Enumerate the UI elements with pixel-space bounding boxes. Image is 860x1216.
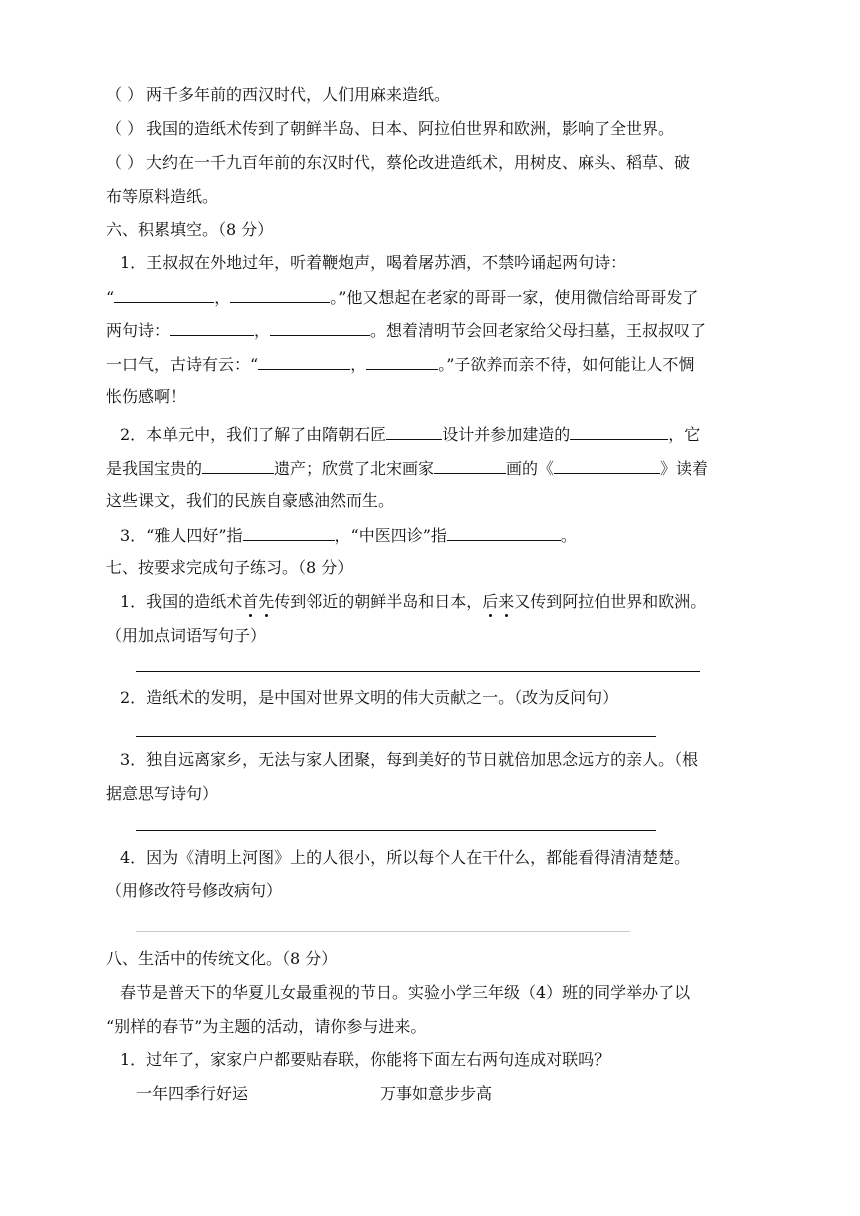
fill-blank[interactable]: [554, 458, 660, 474]
fill-blank[interactable]: [114, 287, 214, 303]
q6-1-line2-text: 。”他又想起在老家的哥哥一家，使用微信给哥哥发了: [330, 288, 699, 307]
answer-line[interactable]: [136, 931, 630, 932]
fill-blank[interactable]: [258, 354, 350, 370]
order-item-text: 我国的造纸术传到了朝鲜半岛、日本、阿拉伯世界和欧洲，影响了全世界。: [146, 119, 675, 138]
q6-2-mid: 设计并参加建造的: [442, 425, 571, 444]
q6-1-line4-text: 。”子欲养而亲不待，如何能让人不惆: [438, 355, 695, 374]
q6-1-line4-start: 一口气，古诗有云：“: [106, 355, 259, 374]
q6-1-line2: [106, 287, 756, 308]
q7-1-text-c: 又传到阿拉伯世界和欧洲。: [514, 592, 707, 611]
fill-blank[interactable]: [434, 458, 506, 474]
q7-1-line2: （用加点词语写句子）: [106, 626, 267, 645]
answer-paren[interactable]: （ ）: [106, 119, 144, 138]
q6-3-mid: ，“中医四诊”指: [334, 526, 447, 545]
answer-paren[interactable]: （ ）: [106, 153, 144, 172]
q6-2-line2-mid2: 画的《: [506, 459, 555, 478]
punct: ，: [350, 355, 367, 374]
fill-blank[interactable]: [366, 354, 438, 370]
q8-1: 1．过年了，家家户户都要贴春联，你能将下面左右两句连成对联吗？: [120, 1050, 611, 1069]
fill-blank[interactable]: [170, 320, 254, 336]
fill-blank[interactable]: [230, 287, 330, 303]
q6-1-line3: [106, 320, 756, 341]
q6-2-line2-mid: 遗产；欣赏了北宋画家: [274, 459, 435, 478]
q6-3-end: 。: [560, 526, 577, 545]
q6-3: [120, 525, 770, 546]
couplet-right: 万事如意步步高: [380, 1084, 493, 1103]
order-item-text: 两千多年前的西汉时代，人们用麻来造纸。: [146, 85, 451, 104]
q6-2-line2-start: 是我国宝贵的: [106, 459, 203, 478]
answer-line[interactable]: [136, 671, 700, 672]
answer-line[interactable]: [136, 830, 656, 831]
order-item: [106, 119, 756, 139]
q6-2-line1: [120, 424, 770, 445]
dotted-char: 来: [498, 592, 515, 611]
order-item: [106, 153, 756, 173]
section8-intro-line2: “别样的春节”为主题的活动，请你参与进来。: [106, 1017, 427, 1036]
q7-4-line2: （用修改符号修改病句）: [106, 881, 283, 900]
q7-4-line1: 4．因为《清明上河图》上的人很小，所以每个人在干什么，都能看得清清楚楚。: [120, 848, 691, 867]
dotted-char: 首: [242, 592, 259, 611]
order-item-continuation: 布等原料造纸。: [106, 187, 219, 206]
q6-2-end: ，它: [668, 425, 701, 444]
section-title: 六、积累填空。（8 分）: [106, 220, 274, 239]
q7-1-text-a: 1．我国的造纸术: [120, 592, 243, 611]
fill-blank[interactable]: [243, 525, 335, 541]
punct: ，: [214, 288, 231, 307]
fill-blank[interactable]: [202, 458, 274, 474]
q6-1-line3-text: 。想着清明节会回老家给父母扫墓，王叔叔叹了: [370, 321, 707, 340]
q6-2-line2: [106, 458, 756, 479]
q6-2-line3: 这些课文，我们的民族自豪感油然而生。: [106, 491, 395, 510]
fill-blank[interactable]: [386, 424, 442, 440]
section-title: 七、按要求完成句子练习。（8 分）: [106, 558, 354, 577]
q6-3-start: 3．“雅人四好”指: [120, 526, 243, 545]
order-item-text: 大约在一千九百年前的东汉时代，蔡伦改进造纸术，用树皮、麻头、稻草、破: [146, 153, 691, 172]
fill-blank[interactable]: [270, 320, 370, 336]
punct: ，: [254, 321, 271, 340]
order-item: [106, 85, 756, 105]
answer-paren[interactable]: （ ）: [106, 85, 144, 104]
q7-1-text-b: 传到邻近的朝鲜半岛和日本，: [274, 592, 483, 611]
q6-1-line1: 1．王叔叔在外地过年，听着鞭炮声，喝着屠苏酒，不禁吟诵起两句诗：: [120, 253, 627, 272]
q7-2: 2．造纸术的发明，是中国对世界文明的伟大贡献之一。（改为反问句）: [120, 688, 619, 707]
q6-1-line4: [106, 354, 756, 375]
q6-1-line5: 怅伤感啊！: [106, 387, 187, 406]
answer-line[interactable]: [136, 736, 656, 737]
q7-1-line1: [120, 592, 770, 612]
q6-2-line2-end: 》读着: [660, 459, 709, 478]
q6-2-start: 2．本单元中，我们了解了由隋朝石匠: [120, 425, 387, 444]
fill-blank[interactable]: [447, 525, 561, 541]
q6-1-line3-start: 两句诗：: [106, 321, 171, 340]
q7-3-line2: 据意思写诗句）: [106, 784, 219, 803]
fill-blank[interactable]: [570, 424, 668, 440]
q7-3-line1: 3．独自远离家乡，无法与家人团聚，每到美好的节日就倍加思念远方的亲人。（根: [120, 750, 699, 769]
section8-intro-line1: 春节是普天下的华夏儿女最重视的节日。实验小学三年级（4）班的同学举办了以: [120, 983, 691, 1002]
section-title: 八、生活中的传统文化。（8 分）: [106, 949, 338, 968]
dotted-char: 先: [258, 592, 275, 611]
quote-open: “: [106, 288, 115, 307]
dotted-char: 后: [482, 592, 499, 611]
couplet-left: 一年四季行好运: [136, 1084, 249, 1103]
